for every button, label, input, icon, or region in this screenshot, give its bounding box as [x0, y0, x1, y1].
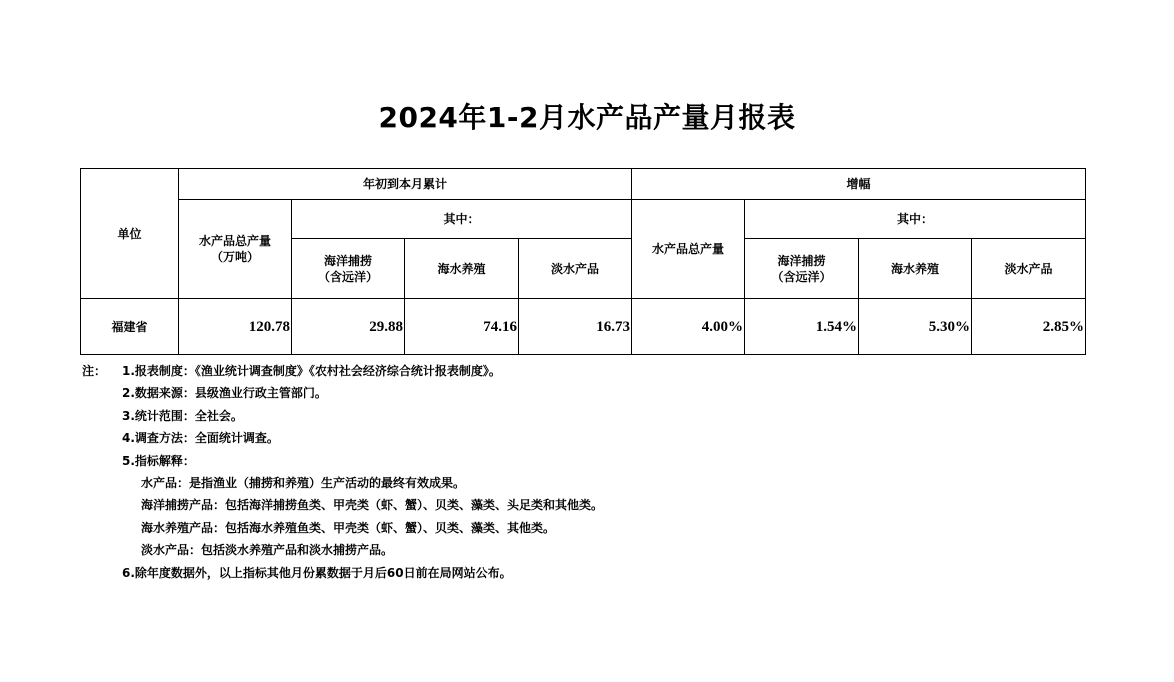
mariculture-growth-value: 5.30%	[859, 299, 972, 355]
note-item	[82, 360, 603, 382]
freshwater-header: 淡水产品	[519, 239, 632, 299]
marine-fishing-header	[292, 239, 405, 299]
freshwater-growth-header: 淡水产品	[972, 239, 1086, 299]
marine-fishing-sub: （含远洋）	[317, 269, 378, 284]
note-item: 6.除年度数据外，以上指标其他月份累数据于月后60日前在局网站公布。	[122, 565, 512, 580]
definition-item: 海洋捕捞产品：包括海洋捕捞鱼类、甲壳类（虾、蟹）、贝类、藻类、头足类和其他类。	[141, 498, 604, 513]
definition-item: 海水养殖产品：包括海水养殖鱼类、甲壳类（虾、蟹）、贝类、藻类、其他类。	[141, 520, 556, 535]
notes-prefix: 注：	[82, 364, 107, 378]
page-title: 2024年1-2月水产品产量月报表	[378, 101, 796, 134]
freshwater-value: 16.73	[519, 299, 632, 355]
of-which-header: 其中：	[292, 200, 632, 239]
unit-header: 单位	[81, 169, 179, 299]
note-item: 2.数据来源：县级渔业行政主管部门。	[122, 386, 327, 401]
note-item: 5.指标解释：	[122, 453, 195, 468]
production-table	[80, 168, 1086, 355]
mariculture-growth-header: 海水养殖	[859, 239, 972, 299]
mariculture-value: 74.16	[405, 299, 519, 355]
definition-item: 水产品：是指渔业（捕捞和养殖）生产活动的最终有效成果。	[141, 475, 466, 490]
total-output-growth-header: 水产品总产量	[632, 200, 745, 299]
mariculture-header: 海水养殖	[405, 239, 519, 299]
marine-fishing-label: 海洋捕捞	[323, 253, 372, 268]
marine-fishing-growth-label: 海洋捕捞	[777, 253, 826, 268]
region-cell: 福建省	[81, 299, 179, 355]
total-output-header	[179, 200, 292, 299]
notes-section	[82, 360, 603, 584]
definition-item: 淡水产品：包括淡水养殖产品和淡水捕捞产品。	[141, 543, 394, 558]
total-output-label: 水产品总产量	[198, 234, 271, 248]
of-which-growth-header: 其中：	[745, 200, 1086, 239]
marine-fishing-growth-header	[745, 239, 859, 299]
total-output-growth-value: 4.00%	[632, 299, 745, 355]
note-text: 1.报表制度：《渔业统计调查制度》《农村社会经济综合统计报表制度》。	[122, 364, 501, 378]
note-item: 4.调查方法：全面统计调查。	[122, 431, 279, 446]
growth-header: 增幅	[632, 169, 1086, 200]
note-item: 3.统计范围：全社会。	[122, 408, 243, 423]
table-row	[81, 299, 1086, 355]
total-output-value: 120.78	[179, 299, 292, 355]
marine-fishing-growth-value: 1.54%	[745, 299, 859, 355]
marine-fishing-value: 29.88	[292, 299, 405, 355]
cumulative-header: 年初到本月累计	[179, 169, 632, 200]
marine-fishing-growth-sub: （含远洋）	[771, 269, 832, 284]
freshwater-growth-value: 2.85%	[972, 299, 1086, 355]
total-output-unit: （万吨）	[210, 250, 259, 264]
